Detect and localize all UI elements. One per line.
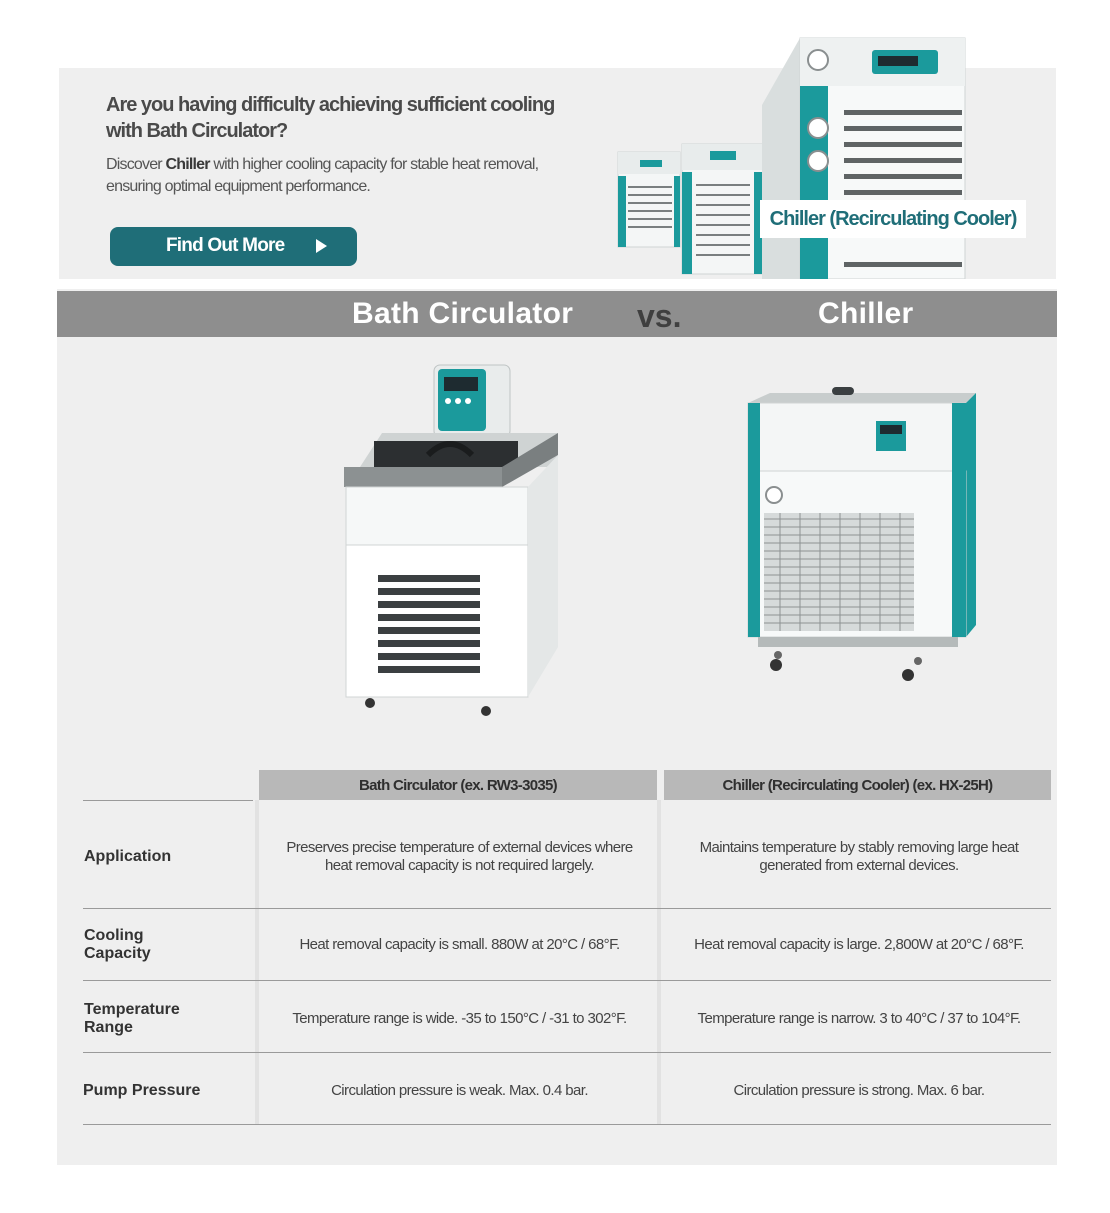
chiller-image-tag: Chiller (Recirculating Cooler) [760, 200, 1026, 238]
table-header-chiller: Chiller (Recirculating Cooler) (ex. HX-25H) [664, 770, 1051, 800]
hero-heading-line2: with Bath Circulator? [106, 120, 288, 142]
row-label-pump-pressure: Pump Pressure [83, 1082, 201, 1099]
hero-sub-line1: with higher cooling capacity for stable heat removal, [209, 156, 539, 173]
row-label-application: Application [84, 848, 172, 865]
column-divider [657, 800, 661, 1125]
play-arrow-icon [316, 239, 327, 253]
find-out-more-label: Find Out More [166, 235, 285, 256]
hero-sub-prefix: Discover [106, 156, 166, 173]
hero-heading-line1: Are you having difficulty achieving sufficient cooling [106, 94, 555, 116]
column-divider [255, 800, 259, 1125]
hero-heading [106, 92, 576, 144]
find-out-more-button[interactable] [110, 227, 357, 266]
table-cell: Preserves precise temperature of external devices where heat removal capacity is not required largely. [286, 839, 633, 874]
hero-sub-line2: ensuring optimal equipment performance. [106, 178, 371, 195]
row-divider [83, 980, 1051, 981]
bath-circulator-image [330, 355, 570, 725]
hero-subtext [106, 154, 596, 198]
table-cell: Circulation pressure is weak. Max. 0.4 bar. [331, 1082, 588, 1099]
table-cell: Circulation pressure is strong. Max. 6 bar. [733, 1082, 985, 1099]
row-divider [83, 1124, 1051, 1125]
versus-middle: vs. [637, 298, 682, 334]
table-header-bath: Bath Circulator (ex. RW3-3035) [259, 770, 657, 800]
row-label-temperature-range: Temperature Range [84, 1001, 180, 1036]
row-divider [83, 1052, 1051, 1053]
versus-right-title: Chiller [818, 297, 914, 330]
table-cell: Heat removal capacity is small. 880W at 20°C / 68°F. [299, 936, 620, 953]
hero-chiller-image [612, 30, 1032, 279]
table-cell: Temperature range is wide. -35 to 150°C / -31 to 302°F. [292, 1010, 627, 1027]
table-cell: Maintains temperature by stably removing large heat generated from external devices. [699, 839, 1019, 874]
versus-header [57, 291, 1057, 337]
row-label-cooling-capacity: Cooling Capacity [84, 927, 151, 962]
row-divider [83, 800, 253, 801]
hero-sub-bold: Chiller [165, 156, 210, 173]
table-cell: Heat removal capacity is large. 2,800W at 20°C / 68°F. [694, 936, 1024, 953]
row-divider [83, 908, 1051, 909]
versus-left-title: Bath Circulator [352, 297, 574, 330]
chiller-image [740, 385, 980, 685]
table-cell: Temperature range is narrow. 3 to 40°C / 37 to 104°F. [697, 1010, 1021, 1027]
